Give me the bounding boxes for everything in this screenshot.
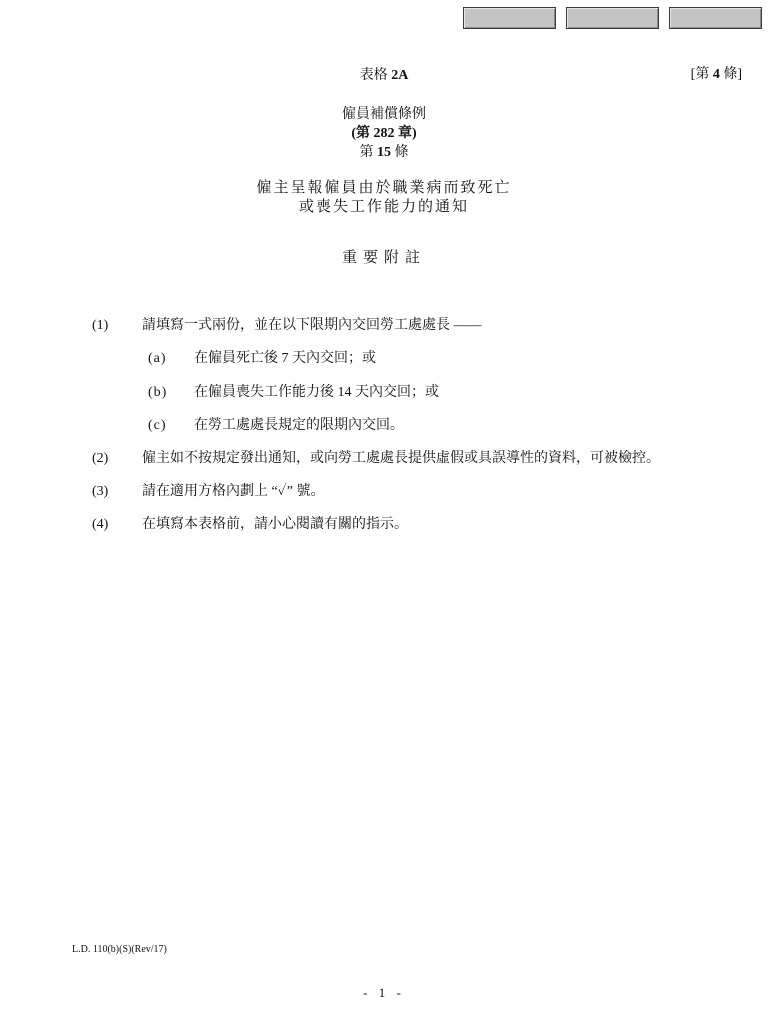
note-text: 請填寫一式兩份，並在以下限期內交回勞工處處長 —— xyxy=(142,318,482,333)
section-number: 15 xyxy=(377,145,391,160)
note-number: (3) xyxy=(92,484,109,499)
section-ref-number: 4 xyxy=(712,67,720,82)
subnote-text: 在僱員喪失工作能力後 14 天內交回；或 xyxy=(194,385,439,400)
note-text: 在填寫本表格前，請小心閱讀有關的指示。 xyxy=(142,517,408,532)
toolbar-button-1[interactable] xyxy=(463,7,556,29)
notice-title xyxy=(0,179,768,217)
ordinance-section xyxy=(0,143,768,162)
chapter-number: 282 xyxy=(373,126,395,141)
section-prefix: 第 xyxy=(359,145,377,160)
note-number: (4) xyxy=(92,517,109,532)
ordinance-name: 僱員補償條例 xyxy=(342,107,426,122)
section-ref-prefix: [第 xyxy=(690,67,713,82)
ordinance-chapter xyxy=(0,124,768,143)
notes-heading: 重要附註 xyxy=(341,250,426,266)
form-title xyxy=(0,67,768,85)
chapter-suffix: 章) xyxy=(394,126,417,141)
toolbar-button-2[interactable] xyxy=(566,7,659,29)
section-ref-suffix: 條] xyxy=(719,67,742,82)
note-text: 僱主如不按規定發出通知，或向勞工處處長提供虛假或具誤導性的資料，可被檢控。 xyxy=(142,451,660,466)
ordinance-block xyxy=(0,105,768,162)
toolbar-button-3[interactable] xyxy=(669,7,762,29)
form-code: L.D. 110(b)(S)(Rev/17) xyxy=(72,944,167,955)
page-number: - 1 - xyxy=(363,985,405,1000)
notice-title-line-2: 或喪失工作能力的通知 xyxy=(298,199,469,215)
note-number: (2) xyxy=(92,451,109,466)
subnote-text: 在僱員死亡後 7 天內交回；或 xyxy=(194,351,376,366)
subnote-text: 在勞工處處長規定的限期內交回。 xyxy=(194,418,404,433)
chapter-prefix: (第 xyxy=(351,126,374,141)
subnote-number: (a) xyxy=(148,351,167,366)
form-title-prefix: 表格 xyxy=(359,68,392,83)
subnote-number: (b) xyxy=(148,385,168,400)
note-text: 請在適用方格內劃上 “✓” 號。 xyxy=(142,484,325,499)
section-suffix: 條 xyxy=(391,145,409,160)
subnote-number: (c) xyxy=(148,418,167,433)
note-number: (1) xyxy=(92,318,109,333)
form-number: 2A xyxy=(391,68,409,83)
notice-title-line-1: 僱主呈報僱員由於職業病而致死亡 xyxy=(256,180,512,196)
